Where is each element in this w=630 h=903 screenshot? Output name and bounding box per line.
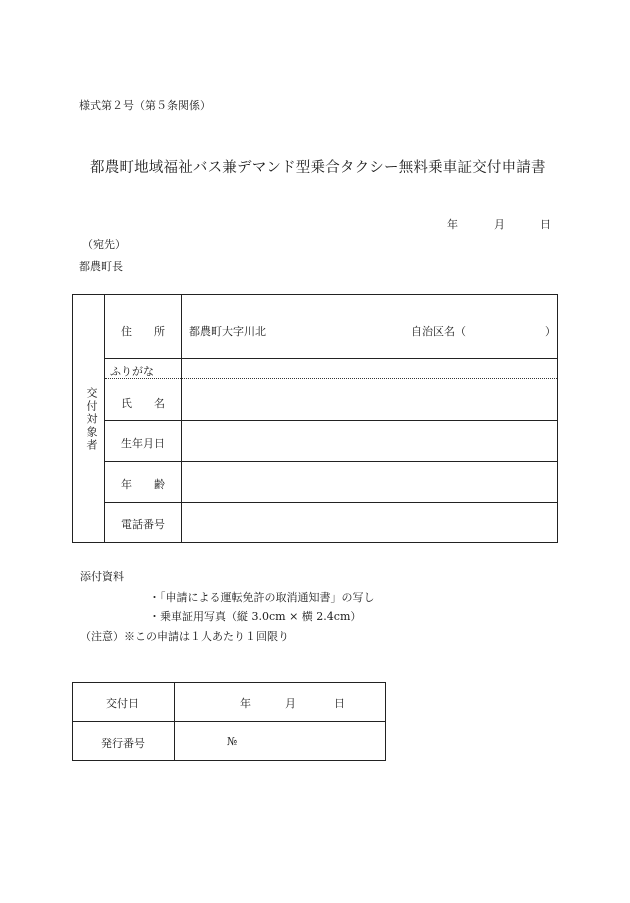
birthdate-field[interactable] xyxy=(183,421,557,460)
row-divider xyxy=(73,721,385,722)
date-year-label: 年 xyxy=(447,218,458,231)
issue-date-label: 交付日 xyxy=(106,697,139,710)
applicant-section-label: 交付対象者 xyxy=(85,387,98,452)
issue-month-label: 月 xyxy=(285,697,296,710)
age-label: 年 齢 xyxy=(121,478,165,491)
issue-day-label: 日 xyxy=(334,697,345,710)
note-text: （注意）※この申請は１人あたり１回限り xyxy=(80,630,289,643)
date-month-label: 月 xyxy=(494,218,505,231)
furigana-label: ふりがな xyxy=(110,365,154,378)
birthdate-label: 生年月日 xyxy=(121,437,165,450)
document-title: 都農町地域福祉バス兼デマンド型乗合タクシー無料乗車証交付申請書 xyxy=(90,160,546,176)
name-label: 氏 名 xyxy=(121,397,165,410)
name-field[interactable] xyxy=(183,379,557,419)
attachments-heading: 添付資料 xyxy=(80,570,124,583)
addressee-mayor: 都農町長 xyxy=(79,260,123,273)
phone-label: 電話番号 xyxy=(121,518,165,531)
age-field[interactable] xyxy=(183,462,557,501)
phone-field[interactable] xyxy=(183,503,557,542)
jichiku-close: ） xyxy=(545,325,556,338)
attachment-item: ・乗車証用写真（縦 3.0cm × 横 2.4cm） xyxy=(149,610,362,623)
date-day-label: 日 xyxy=(540,218,551,231)
applicant-table xyxy=(72,294,558,543)
addressee-label: （宛先） xyxy=(82,238,126,251)
row-divider xyxy=(105,358,557,359)
address-value[interactable]: 都農町大字川北 xyxy=(189,325,266,338)
jichiku-label: 自治区名（ xyxy=(411,325,466,338)
applicant-section-column xyxy=(73,295,105,542)
issue-table xyxy=(72,682,386,761)
attachment-item: ・「申請による運転免許の取消通知書」の写し xyxy=(149,591,375,604)
address-label: 住 所 xyxy=(121,325,165,338)
issue-number-prefix: № xyxy=(227,735,238,748)
issue-number-label: 発行番号 xyxy=(101,737,145,750)
issue-year-label: 年 xyxy=(240,697,251,710)
form-number: 様式第２号（第５条関係） xyxy=(79,99,211,112)
